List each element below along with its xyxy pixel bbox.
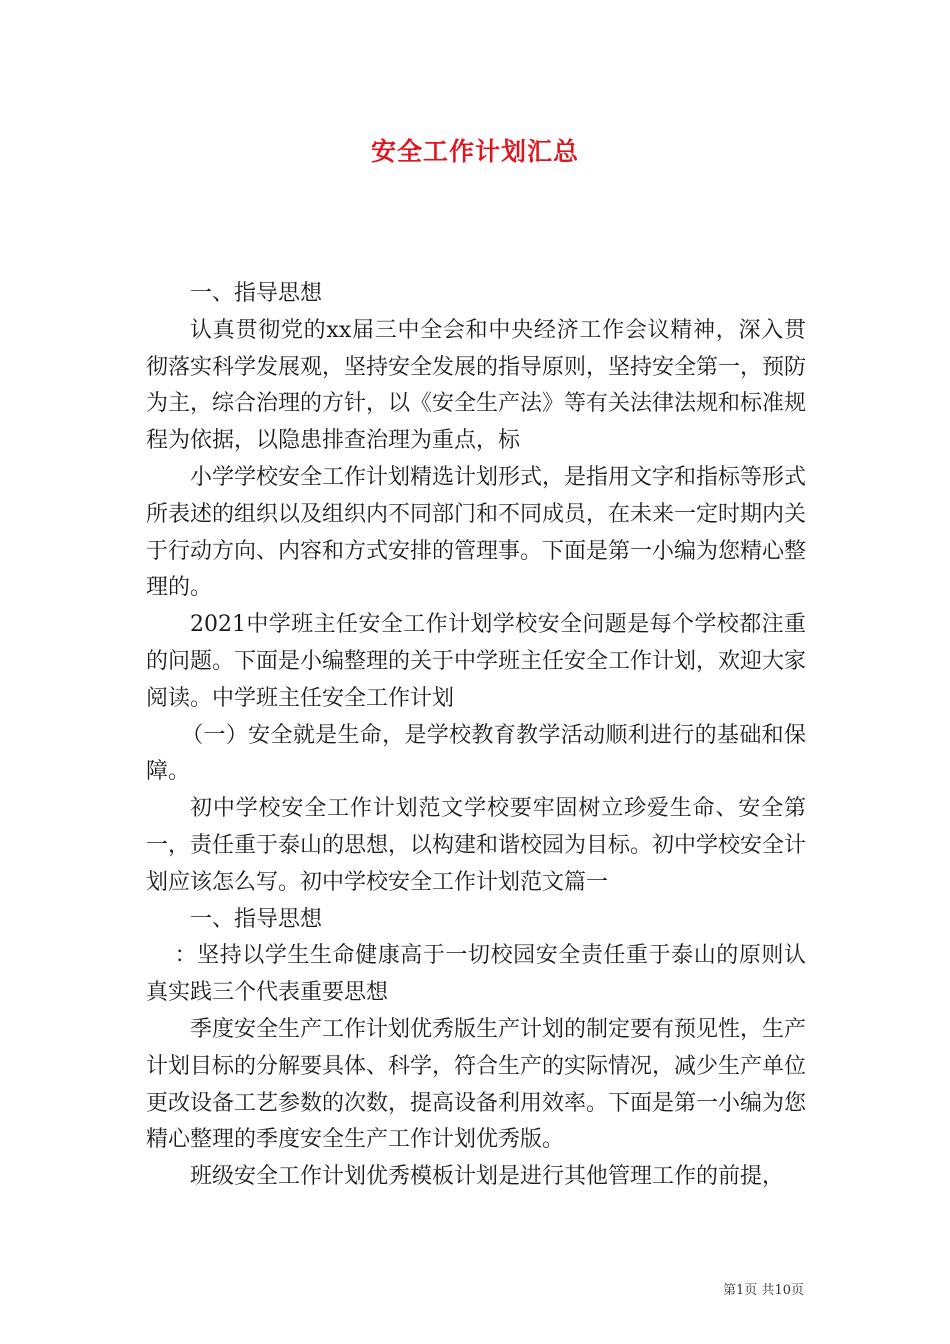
paragraph-7: ：坚持以学生生命健康高于一切校园安全责任重于泰山的原则认真实践三个代表重要思想 xyxy=(146,943,806,1006)
paragraph-2: 小学学校安全工作计划精选计划形式，是指用文字和指标等形式所表述的组织以及组织内不同部门和不同成员，在未来一定时期内关于行动方向、内容和方式安排的管理事。下面是第一小编为您精心整理的。 xyxy=(146,464,807,601)
footer-prefix: 第 xyxy=(723,1283,737,1298)
document-body xyxy=(146,276,806,1196)
paragraph-heading-1: 一、指导思想 xyxy=(190,281,323,306)
paragraph-3: 2021中学班主任安全工作计划学校安全问题是每个学校都注重的问题。下面是小编整理的关于中学班主任安全工作计划，欢迎大家阅读。中学班主任安全工作计划 xyxy=(146,612,807,711)
page-footer xyxy=(723,1279,804,1298)
footer-middle: 页 共 xyxy=(744,1283,775,1298)
footer-page-number: 1 xyxy=(736,1283,745,1298)
footer-suffix: 页 xyxy=(790,1283,804,1298)
paragraph-heading-2: 一、指导思想 xyxy=(190,906,323,932)
footer-total-pages: 10 xyxy=(774,1283,791,1298)
document-title: 安全工作计划汇总 xyxy=(370,137,579,166)
paragraph-5: 初中学校安全工作计划范文学校要牢固树立珍爱生命、安全第一，责任重于泰山的思想，以构建和谐校园为目标。初中学校安全计划应该怎么写。初中学校安全工作计划范文篇一 xyxy=(146,796,807,895)
paragraph-4: （一）安全就是生命，是学校教育教学活动顺利进行的基础和保障。 xyxy=(146,722,806,785)
paragraph-8: 季度安全生产工作计划优秀版生产计划的制定要有预见性，生产计划目标的分解要具体、科学，符合生产的实际情况，减少生产单位更改设备工艺参数的次数，提高设备利用效率。下面是第一小编为您精心整理的季度安全生产工作计划优秀版。 xyxy=(146,1016,807,1153)
paragraph-1: 认真贯彻党的xx届三中全会和中央经济工作会议精神，深入贯彻落实科学发展观，坚持安全发展的指导原则，坚持安全第一，预防为主，综合治理的方针，以《安全生产法》等有关法律法规和标准规程为依据，以隐患排查治理为重点，标 xyxy=(146,317,807,454)
paragraph-9: 班级安全工作计划优秀模板计划是进行其他管理工作的前提， xyxy=(190,1164,785,1190)
